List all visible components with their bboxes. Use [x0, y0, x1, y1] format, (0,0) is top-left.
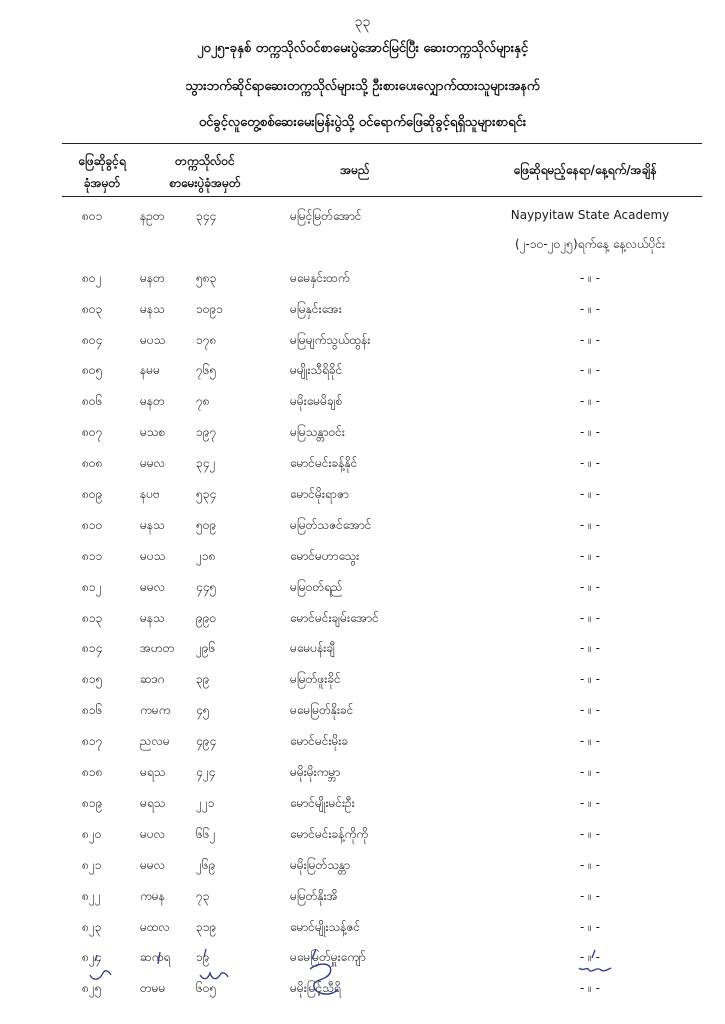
row-exam-code: ညလမ: [140, 734, 170, 749]
row-place: - ။ -: [580, 765, 600, 780]
row-serial: ၈၁၈: [82, 765, 103, 780]
table-row: [0, 202, 725, 264]
row-serial: ၈၁၄: [82, 641, 103, 656]
row-serial: ၈၀၉: [82, 487, 103, 502]
header-col-serial: [62, 150, 142, 194]
row-place: - ။ -: [580, 888, 600, 903]
row-name: မောင်မိုးရာဇာ: [290, 487, 349, 502]
row-exam-number: ၇၃: [196, 888, 210, 903]
row-place: - ။ -: [580, 332, 600, 347]
row-exam-code: အဟတ: [140, 641, 175, 656]
row-exam-number: ၃၁၉: [196, 919, 217, 934]
table-row: [0, 604, 725, 635]
table-row: [0, 634, 725, 665]
row-exam-number: ၆၆၂: [196, 826, 216, 841]
row-name: မမြတ်နိုးအိ: [290, 888, 338, 903]
signatures: [0, 945, 725, 1005]
row-serial: ၈၂၄: [82, 950, 102, 965]
row-place: - ။ -: [580, 981, 600, 996]
row-name: မမြသန္တာဝင်း: [290, 425, 345, 440]
row-exam-code: မနသ: [140, 610, 165, 625]
row-place: - ။ -: [580, 703, 600, 718]
table-row: [0, 356, 725, 387]
row-exam-number: ၁၇၈: [196, 332, 217, 347]
row-exam-code: မပလ: [140, 826, 165, 841]
row-exam-code: ဆဒဂ: [140, 672, 165, 687]
row-place: - ။ -: [580, 795, 600, 810]
title-line-2: သွားဘက်ဆိုင်ရာဆေးတက္ကသိုလ်များသို့ ဦးစားပေးလျှောက်ထားသူများအနက်: [185, 79, 540, 94]
row-place: - ။ -: [580, 301, 600, 316]
first-row-place-line2: (၂-၁၀-၂၀၂၅)ရက်နေ့ နေ့လယ်ပိုင်း: [514, 237, 666, 251]
table-row: [0, 913, 725, 944]
row-serial: ၈၂၂: [82, 888, 101, 903]
row-place: - ။ -: [580, 826, 600, 841]
row-name: မောင်မင်းခန့်ကိုကို: [290, 826, 368, 841]
row-name: မမြင့်မြတ်အောင်: [290, 209, 362, 223]
row-serial: ၈၀၆: [82, 394, 103, 409]
header-col-exam-number: [145, 150, 265, 194]
row-place: - ။ -: [580, 517, 600, 532]
row-serial: ၈၀၇: [82, 425, 103, 440]
row-exam-number: ၂၆၉: [196, 857, 216, 872]
row-serial: ၈၀၁: [82, 209, 103, 223]
row-serial: ၈၀၃: [82, 301, 103, 316]
row-exam-code: ဆကရ: [140, 950, 171, 965]
row-serial: ၈၀၄: [82, 332, 103, 347]
row-name: မမြတ်ဖူးခိုင်: [290, 672, 341, 687]
table-row: [0, 326, 725, 357]
row-name: မမျိုးသီရိခိုင်: [290, 363, 343, 378]
row-exam-code: မနသ: [140, 301, 165, 316]
title-line-1: ၂၀၂၅-ခုနှစ် တက္ကသိုလ်ဝင်စာမေးပွဲအောင်မြင်ပြီး ဆေးတက္ကသိုလ်များနှင့်: [196, 41, 529, 56]
row-exam-number: ၂၂၁: [196, 795, 215, 810]
table-row: [0, 789, 725, 820]
row-name: မမိုးမြတ်သန္တာ: [290, 857, 351, 872]
row-place: - ။ -: [580, 919, 600, 934]
row-name: မမေနှင်းထက်: [290, 270, 350, 285]
row-place: - ။ -: [580, 734, 600, 749]
row-name: မောင်မင်းချမ်းအောင်: [290, 610, 379, 625]
table-row: [0, 758, 725, 789]
row-exam-code: မနတ: [140, 270, 165, 285]
header-col-name: အမည်: [340, 163, 370, 177]
row-serial: ၈၁၂: [82, 579, 102, 594]
row-exam-code: မမလ: [140, 579, 165, 594]
row-exam-number: ၁၀၉၁: [196, 301, 223, 316]
page-number: ၃၃: [354, 14, 371, 30]
row-name: မမြမျက်သွယ်ထွန်း: [290, 332, 371, 347]
row-place: - ။ -: [580, 579, 600, 594]
row-serial: ၈၂၅: [82, 981, 102, 996]
table-row: [0, 480, 725, 511]
table-top-rule: [62, 143, 702, 144]
row-exam-number: ၄၅: [196, 703, 210, 718]
table-header-rule: [62, 196, 702, 197]
row-exam-code: မမလ: [140, 456, 165, 471]
row-name: မမိုးမိုးကမ္ဘာ: [290, 765, 341, 780]
row-place: - ။ -: [580, 456, 600, 471]
row-place: - ။ -: [580, 672, 600, 687]
row-exam-number: ၄၉၄: [196, 734, 217, 749]
row-place: - ။ -: [580, 363, 600, 378]
table-row: [0, 387, 725, 418]
row-exam-number: ၁၉၇: [196, 425, 217, 440]
row-serial: ၈၂၁: [82, 857, 102, 872]
row-exam-number: ၄၂၄: [196, 765, 216, 780]
row-exam-number: ၇၈: [196, 394, 210, 409]
table-row: [0, 418, 725, 449]
signature-initial-2: [150, 950, 170, 970]
row-serial: ၈၀၂: [82, 270, 102, 285]
table-row: [0, 851, 725, 882]
row-exam-number: ၇၆၅: [196, 363, 217, 378]
row-name: မမြဝတ်ရည်: [290, 579, 343, 594]
row-place: - ။ -: [580, 425, 600, 440]
table-row: [0, 449, 725, 480]
table-row: [0, 696, 725, 727]
row-name: မောင်မင်းခန့်နိုင်: [290, 456, 358, 471]
table-row: [0, 820, 725, 851]
row-place: - ။ -: [580, 487, 600, 502]
row-serial: ၈၀၈: [82, 456, 103, 471]
table-row: [0, 295, 725, 326]
row-name: မမေမြတ်နိုးခင်: [290, 703, 354, 718]
table-row: [0, 573, 725, 604]
row-serial: ၈၂၀: [82, 826, 102, 841]
row-exam-number: ၅၈၃: [196, 270, 217, 285]
signature-initial-4: [300, 947, 350, 1003]
table-row: [0, 882, 725, 913]
row-name: မောင်မျိုးမင်းဦး: [290, 795, 355, 810]
header-col-serial-line2: ခုံအမှတ်: [83, 176, 121, 190]
row-place: - ။ -: [580, 857, 600, 872]
row-exam-code: မနတ: [140, 394, 165, 409]
table-row: [0, 542, 725, 573]
table-row: [0, 264, 725, 295]
table-row: [0, 511, 725, 542]
row-exam-number: ၃၄၂: [196, 456, 216, 471]
row-serial: ၈၁၇: [82, 734, 103, 749]
table-row: [0, 727, 725, 758]
row-serial: ၈၁၅: [82, 672, 103, 687]
table-row: [0, 665, 725, 696]
header-col-exam-number-line2: စာမေးပွဲခုံအမှတ်: [169, 176, 241, 190]
row-exam-code: နပဗ: [140, 487, 160, 502]
row-exam-number: ၅၀၉: [196, 517, 217, 532]
header-col-exam-number-line1: တက္ကသိုလ်ဝင်: [175, 154, 235, 168]
row-exam-code: မရသ: [140, 765, 166, 780]
row-exam-number: ၄၄၅: [196, 579, 217, 594]
row-exam-number: ၃၄၄: [196, 209, 217, 223]
row-exam-number: ၆၀၅: [196, 981, 217, 996]
row-name: မမြနှင်းအေး: [290, 301, 342, 316]
row-exam-code: မရသ: [140, 795, 166, 810]
row-serial: ၈၂၃: [82, 919, 102, 934]
row-name: မမိုးမြင့်သီရိ: [290, 981, 341, 996]
row-place: - ။ -: [580, 610, 600, 625]
row-place: - ။ -: [580, 548, 600, 563]
row-exam-number: ၃၉: [196, 672, 210, 687]
row-exam-code: မပသ: [140, 332, 166, 347]
row-place: - ။ -: [580, 641, 600, 656]
signature-initial-5: [575, 948, 615, 978]
row-name: မောင်မင်းမိုးခ: [290, 734, 349, 749]
signature-initial-1: [85, 953, 115, 983]
row-serial: ၈၁၆: [82, 703, 103, 718]
row-exam-number: ၂၁၈: [196, 548, 216, 563]
row-exam-number: ၅၃၄: [196, 487, 217, 502]
row-exam-code: မသစ: [140, 425, 166, 440]
row-serial: ၈၁၉: [82, 795, 103, 810]
signature-initial-3: [198, 947, 234, 987]
row-exam-code: တမမ: [140, 981, 166, 996]
row-name: မောင်မျိုးသန့်ဇင်: [290, 919, 361, 934]
row-exam-number: ၂၉၆: [196, 641, 216, 656]
row-serial: ၈၁၀: [82, 517, 103, 532]
row-serial: ၈၁၃: [82, 610, 103, 625]
row-name: မောင်မဟာသွေး: [290, 548, 360, 563]
row-exam-code: မပသ: [140, 548, 166, 563]
row-place: - ။ -: [580, 270, 600, 285]
row-exam-number: ၉၉၀: [196, 610, 217, 625]
row-exam-code: မထလ: [140, 919, 170, 934]
row-place: Naypyitaw State Academy: [510, 208, 670, 222]
row-exam-code: မနသ: [140, 517, 165, 532]
row-exam-code: နဥတ: [140, 209, 165, 223]
row-serial: ၈၀၅: [82, 363, 103, 378]
row-exam-code: မမလ: [140, 857, 165, 872]
row-name: မမေမြတ်မှူးကျော်: [290, 950, 366, 965]
title-line-3: ဝင်ခွင့်လူတွေ့စစ်ဆေးမေးမြန်းပွဲသို့ ဝင်ရောက်ဖြေဆိုခွင့်ရရှိသူများစာရင်း: [198, 115, 527, 130]
row-exam-number: ၁၉: [196, 950, 210, 965]
row-exam-code: နမမ: [140, 363, 160, 378]
header-col-place: ဖြေဆိုရမည့်နေရာ/နေ့ရက်/အချိန်: [513, 163, 657, 177]
row-serial: ၈၁၁: [82, 548, 103, 563]
row-exam-code: ကမန: [140, 888, 165, 903]
table-body: [0, 202, 725, 1005]
row-exam-code: ကမက: [140, 703, 171, 718]
row-name: မမေပန်းချီ: [290, 641, 335, 656]
header-col-serial-line1: ဖြေဆိုခွင့်ရ: [78, 154, 126, 168]
row-place: - ။ -: [580, 950, 600, 965]
row-name: မမြတ်သဇင်အောင်: [290, 517, 372, 532]
row-name: မမိုးမေမိချစ်: [290, 394, 343, 409]
row-place: - ။ -: [580, 394, 600, 409]
